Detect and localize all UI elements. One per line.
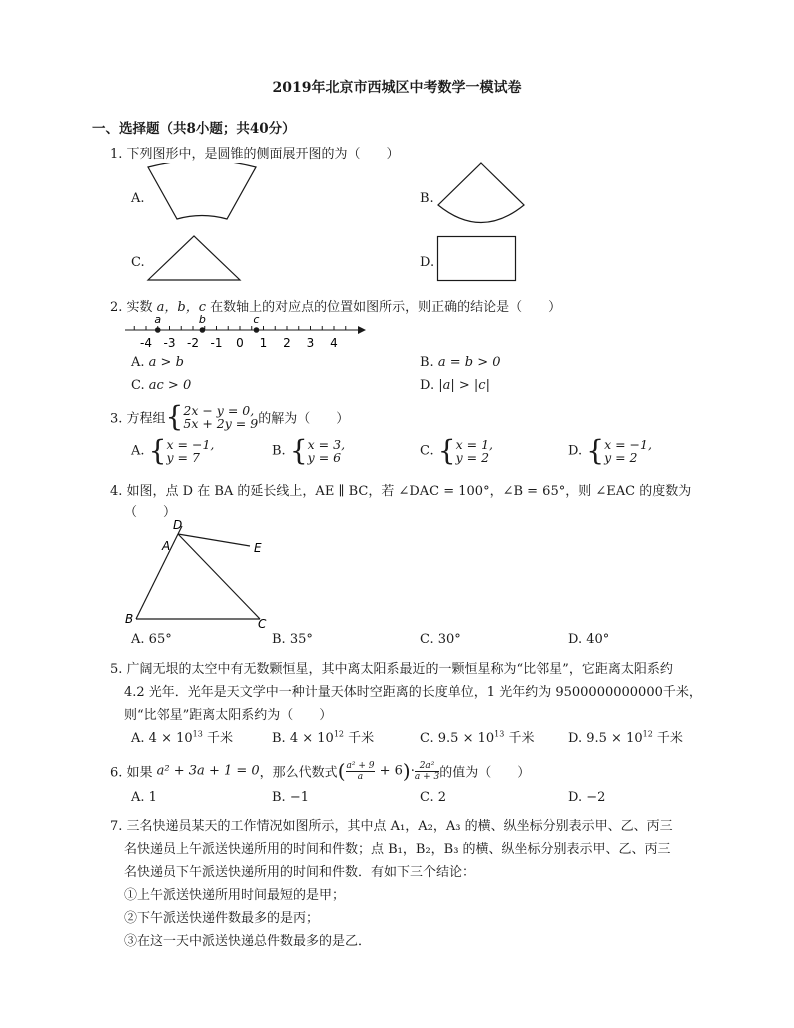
q6-stem: 6. 如果 a² + 3a + 1 = 0，那么代数式( $\frac{\text{a² + 9}}{a}$ + 6)· $\frac{\text{2a²}}{a + 3}$ 的值为（ ） — [110, 759, 531, 783]
q7-line-3: 名快递员下午派送快递所用的时间和件数．有如下三个结论： — [124, 865, 476, 880]
number-line-tick-label: -4 — [140, 336, 152, 350]
q7-line-1: 7. 三名快递员某天的工作情况如图所示，其中点 A₁，A₂，A₃ 的横、纵坐标分别表示甲、乙、丙三 — [110, 819, 673, 834]
q1-figure-d-rectangle — [436, 235, 518, 283]
q1-stem: 1. 下列图形中，是圆锥的侧面展开图的为（ ） — [110, 147, 400, 162]
number-line-tick-label: 0 — [236, 336, 244, 350]
q1-label-a: A. — [131, 191, 145, 206]
q4-option-b: B. 35° — [272, 632, 313, 647]
q5-line-2: 4.2 光年．光年是天文学中一种计量天体时空距离的长度单位，1 光年约为 9500000000000千米， — [124, 685, 702, 700]
q4-point-c: C — [258, 617, 267, 631]
number-line-tick-label: 1 — [259, 336, 268, 350]
q1-figure-a-sector-ring — [145, 163, 260, 225]
q6-option-d: D. −2 — [568, 790, 606, 805]
q7-conclusion-2: ②下午派送快递件数最多的是丙； — [124, 911, 320, 926]
q2-option-b: B. a = b > 0 — [420, 355, 501, 370]
page-title: 2019年北京市西城区中考数学一模试卷 — [272, 80, 522, 96]
q5-option-a: A. $4 \times 10^{13}$ 千米 — [131, 729, 233, 746]
number-line-point-label-c: c — [253, 313, 260, 326]
q5-option-d: D. $9.5 \times 10^{12}$ 千米 — [568, 729, 683, 746]
q3-option-c: C. {x = 1, y = 2 — [420, 434, 493, 467]
number-line-tick-label: -3 — [163, 336, 176, 350]
q4-answer-paren: （ ） — [124, 505, 177, 520]
number-line-tick-label: 3 — [306, 336, 315, 350]
number-line-point-b — [200, 327, 206, 333]
q6-option-c: C. 2 — [420, 790, 447, 805]
q3-option-d: D. {x = −1, y = 2 — [568, 434, 652, 467]
q4-point-e: E — [254, 541, 262, 555]
section-heading: 一、选择题（共8小题；共40分） — [92, 121, 296, 137]
q4-option-a: A. 65° — [131, 632, 172, 647]
q5-option-c: C. $9.5 \times 10^{13}$ 千米 — [420, 729, 535, 746]
q4-triangle-figure — [120, 515, 280, 633]
q3-option-a: A. {x = −1, y = 7 — [131, 434, 215, 467]
q4-option-d: D. 40° — [568, 632, 610, 647]
q5-line-1: 5. 广阔无垠的太空中有无数颗恒星，其中离太阳系最近的一颗恒星称为“比邻星”，它距离太阳系约 — [110, 662, 673, 677]
number-line-point-a — [155, 327, 161, 333]
q6-option-b: B. −1 — [272, 790, 309, 805]
q4-point-b: B — [125, 612, 134, 626]
number-line-tick-label: -2 — [187, 336, 199, 350]
q4-stem: 4. 如图，点 D 在 BA 的延长线上，AE ∥ BC，若 ∠DAC = 100°，∠B = 65°，则 ∠EAC 的度数为 — [110, 484, 692, 499]
q7-line-2: 名快递员上午派送快递所用的时间和件数；点 B₁，B₂，B₃ 的横、纵坐标分别表示甲、乙、丙三 — [124, 842, 671, 857]
q1-label-b: B. — [420, 191, 434, 206]
q1-label-d: D. — [420, 255, 435, 270]
q4-line-ae — [178, 534, 250, 546]
q4-option-c: C. 30° — [420, 632, 461, 647]
number-line-point-c — [254, 327, 260, 333]
q7-conclusion-3: ③在这一天中派送快递总件数最多的是乙． — [124, 934, 372, 949]
q2-option-c: C. ac > 0 — [131, 378, 192, 393]
number-line-tick-label: -1 — [210, 336, 223, 350]
q2-option-a: A. a > b — [131, 355, 184, 370]
q1-figure-c-triangle — [145, 233, 243, 283]
number-line-tick-label: 4 — [330, 336, 338, 350]
q5-option-b: B. $4 \times 10^{12}$ 千米 — [272, 729, 375, 746]
q3-stem: 3. 方程组{2x − y = 0, 5x + 2y = 9的解为（ ） — [110, 400, 350, 433]
q3-option-b: B. {x = 3, y = 6 — [272, 434, 346, 467]
q4-point-a: A — [162, 539, 171, 553]
q2-number-line — [120, 312, 370, 352]
q6-option-a: A. 1 — [131, 790, 157, 805]
q2-option-d: D. |a| > |c| — [420, 378, 490, 393]
q7-conclusion-1: ①上午派送快递所用时间最短的是甲； — [124, 888, 346, 903]
q1-label-c: C. — [131, 255, 145, 270]
number-line-point-label-a: a — [154, 313, 162, 326]
number-line-tick-label: 2 — [283, 336, 291, 350]
q1-figure-b-sector — [435, 160, 527, 232]
q4-point-d: D — [173, 518, 183, 532]
q5-line-3: 则“比邻星”距离太阳系约为（ ） — [124, 708, 333, 723]
number-line-point-label-b: b — [198, 313, 206, 326]
q2-stem: 2. 实数 a，b，c 在数轴上的对应点的位置如图所示，则正确的结论是（ ） — [110, 300, 562, 315]
